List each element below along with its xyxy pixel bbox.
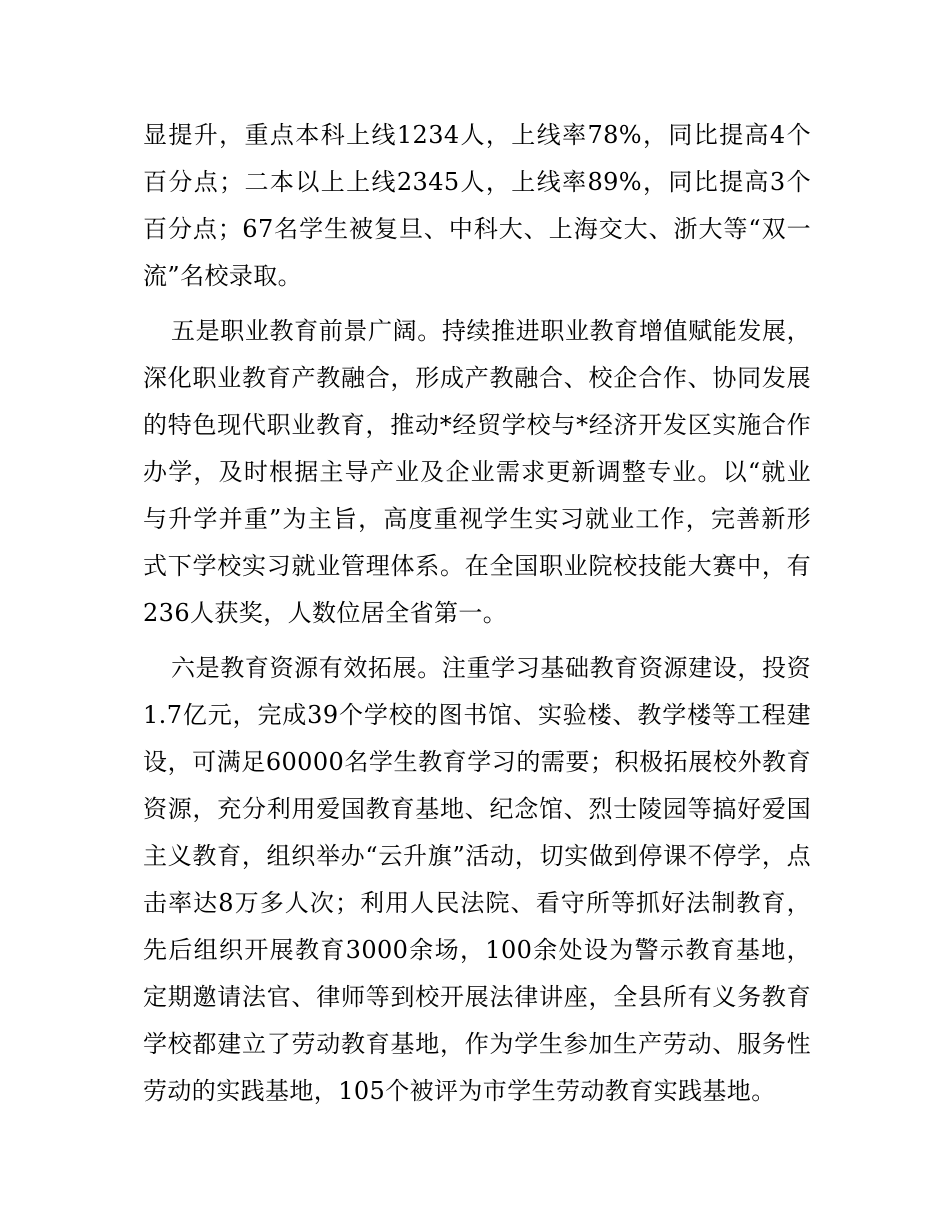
paragraph-vocational-education: 五是职业教育前景广阔。持续推进职业教育增值赋能发展，深化职业教育产教融合，形成产教融合、校企合作、协同发展的特色现代职业教育，推动*经贸学校与*经济开发区实施合作办学，及时根据主导产业及企业需求更新调整专业。以“就业与升学并重”为主旨，高度重视学生实习就业工作，完善新形式下学校实习就业管理体系。在全国职业院校技能大赛中，有236人获奖，人数位居全省第一。 — [143, 317, 811, 627]
paragraph-continuation: 显提升，重点本科上线1234人，上线率78%，同比提高4个百分点；二本以上上线2345人，上线率89%，同比提高3个百分点；67名学生被复旦、中科大、上海交大、浙大等“双一流”名校录取。 — [143, 121, 811, 290]
paragraph-education-resources: 六是教育资源有效拓展。注重学习基础教育资源建设，投资1.7亿元，完成39个学校的图书馆、实验楼、教学楼等工程建设，可满足60000名学生教育学习的需要；积极拓展校外教育资源，充分利用爱国教育基地、纪念馆、烈士陵园等搞好爱国主义教育，组织举办“云升旗”活动，切实做到停课不停学，点击率达8万多人次；利用人民法院、看守所等抓好法制教育，先后组织开展教育3000余场，100余处设为警示教育基地，定期邀请法官、律师等到校开展法律讲座，全县所有义务教育学校都建立了劳动教育基地，作为学生参加生产劳动、服务性劳动的实践基地，105个被评为市学生劳动教育实践基地。 — [143, 654, 811, 1105]
document-body — [143, 112, 811, 1115]
